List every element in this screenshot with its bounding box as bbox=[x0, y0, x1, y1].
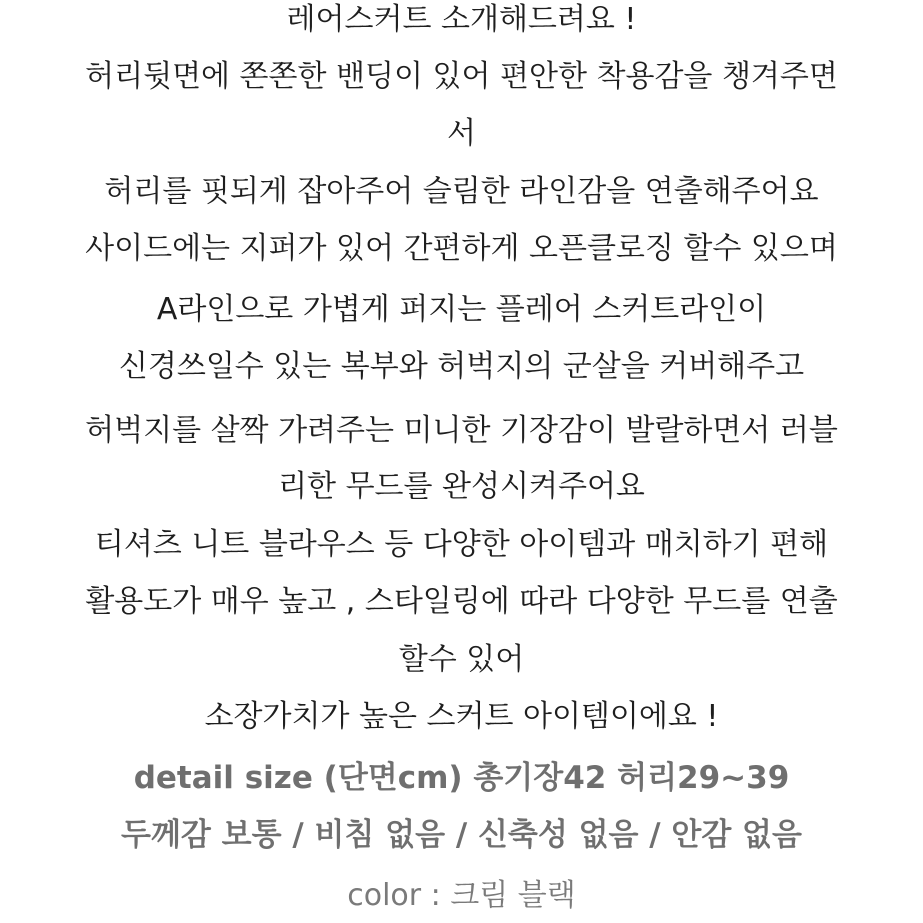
description-line-12: 할수 있어 bbox=[398, 642, 525, 677]
description-line-8: 허벅지를 살짝 가려주는 미니한 기장감이 발랄하면서 러블 bbox=[85, 413, 838, 448]
description-line-6: A라인으로 가볍게 퍼지는 플레어 스커트라인이 bbox=[156, 292, 767, 327]
description-line-2: 허리뒷면에 쫀쫀한 밴딩이 있어 편안한 착용감을 챙겨주면 bbox=[85, 59, 838, 94]
description-line-1: 레어스커트 소개해드려요 ! bbox=[286, 2, 637, 37]
detail-color: color : 크림 블랙 bbox=[347, 878, 576, 913]
description-line-11: 활용도가 매우 높고 , 스타일링에 따라 다양한 무드를 연출 bbox=[85, 584, 838, 619]
detail-size: detail size (단면cm) 총기장42 허리29~39 bbox=[133, 760, 790, 796]
description-line-7: 신경쓰일수 있는 복부와 허벅지의 군살을 커버해주고 bbox=[118, 349, 805, 384]
description-line-3: 서 bbox=[447, 116, 476, 151]
detail-fabric: 두께감 보통 / 비침 없음 / 신축성 없음 / 안감 없음 bbox=[121, 817, 802, 853]
description-line-4: 허리를 핏되게 잡아주어 슬림한 라인감을 연출해주어요 bbox=[104, 174, 819, 209]
description-line-5: 사이드에는 지퍼가 있어 간편하게 오픈클로징 할수 있으며 bbox=[85, 231, 838, 266]
description-line-9: 리한 무드를 완성시켜주어요 bbox=[278, 469, 645, 504]
description-line-13: 소장가치가 높은 스커트 아이템이에요 ! bbox=[204, 699, 719, 734]
description-line-10: 티셔츠 니트 블라우스 등 다양한 아이템과 매치하기 편해 bbox=[94, 527, 829, 562]
